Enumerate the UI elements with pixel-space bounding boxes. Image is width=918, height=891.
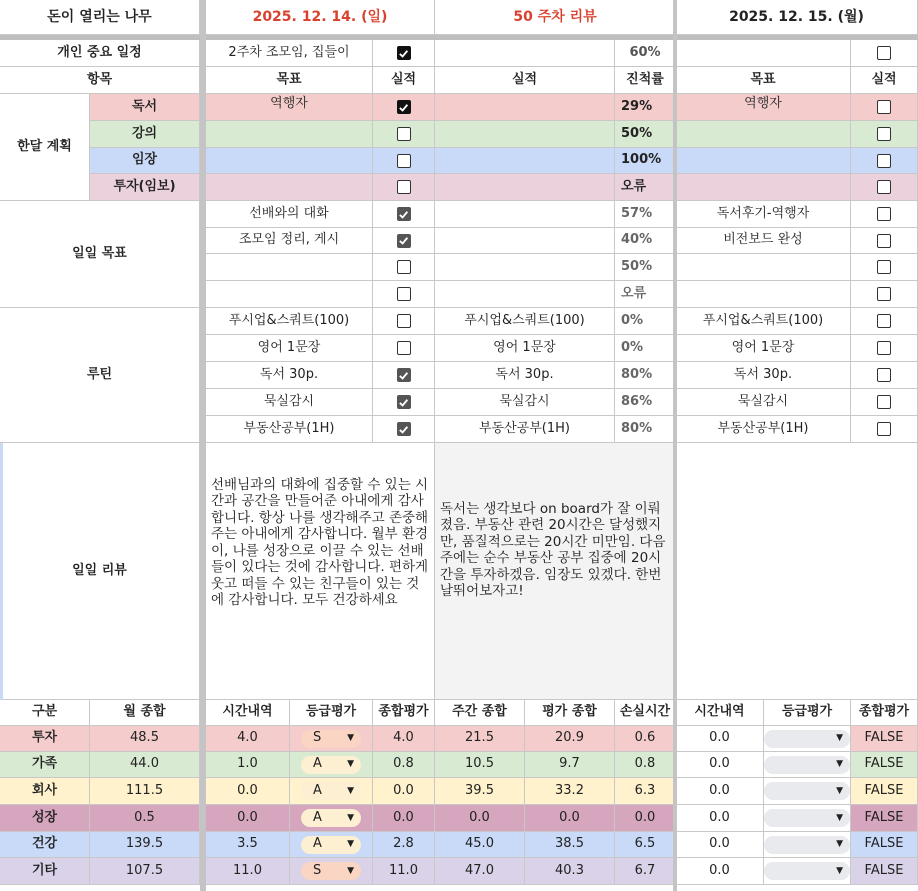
checkbox-unchecked[interactable] [877, 314, 891, 328]
daily-goal-right[interactable] [676, 254, 851, 281]
check-icon [398, 102, 409, 113]
checkbox-checked[interactable] [397, 207, 411, 221]
date-right[interactable]: 2025. 12. 15. (월) [676, 0, 918, 35]
important-result[interactable] [435, 40, 615, 67]
dropdown-arrow-icon: ▼ [836, 759, 843, 770]
checkbox-unchecked[interactable] [877, 341, 891, 355]
summary-grade-left[interactable] [290, 778, 373, 805]
daily-result[interactable] [435, 228, 615, 254]
grade-value: A [313, 836, 322, 852]
summary-monthly: 107.5 [90, 858, 200, 885]
summary-lost-time: 6.7 [615, 858, 676, 885]
summary-header-weekly_total: 주간 종합 [435, 700, 525, 726]
checkbox-unchecked[interactable] [877, 100, 891, 114]
daily-progress: 40% [615, 228, 676, 254]
routine-goal-left[interactable]: 부동산공부(1H) [206, 416, 373, 443]
summary-weekly: 47.0 [435, 858, 525, 885]
summary-grade-left[interactable] [290, 858, 373, 885]
summary-grade-right[interactable] [764, 858, 851, 885]
grade-dropdown[interactable] [764, 730, 850, 748]
summary-grade-left[interactable] [290, 805, 373, 832]
summary-monthly: 44.0 [90, 752, 200, 778]
routine-check-left[interactable] [373, 308, 435, 335]
monthly-progress: 50% [615, 121, 676, 148]
daily-check-right[interactable] [851, 254, 918, 281]
summary-time-right[interactable]: 0.0 [676, 832, 764, 858]
summary-time-right[interactable]: 0.0 [676, 858, 764, 885]
routine-progress: 86% [615, 389, 676, 416]
checkbox-unchecked[interactable] [877, 234, 891, 248]
monthly-goal-right[interactable] [676, 174, 851, 201]
summary-header-eval_total: 평가 종합 [525, 700, 615, 726]
row-accent [0, 443, 3, 700]
column-header-result_m: 실적 [435, 67, 615, 94]
check-icon [398, 235, 409, 246]
summary-time-left[interactable]: 0.0 [206, 778, 290, 805]
summary-header-category: 구분 [0, 700, 90, 726]
grade-dropdown[interactable] [301, 756, 361, 774]
daily-check-right[interactable] [851, 201, 918, 228]
routine-check-left[interactable] [373, 362, 435, 389]
summary-eval: 0.0 [525, 805, 615, 832]
summary-monthly: 48.5 [90, 726, 200, 752]
dropdown-arrow-icon: ▼ [347, 812, 354, 823]
grade-dropdown[interactable] [301, 836, 361, 854]
routine-result[interactable]: 묵실감시 [435, 389, 615, 416]
check-icon [398, 370, 409, 381]
column-divider [673, 0, 677, 891]
summary-header-lost_time: 손실시간 [615, 700, 676, 726]
checkbox-unchecked[interactable] [877, 46, 891, 60]
summary-overall-left[interactable]: 2.8 [373, 832, 435, 858]
daily-review-label: 일일 리뷰 [0, 443, 200, 700]
summary-grade-right[interactable] [764, 778, 851, 805]
routine-progress: 0% [615, 335, 676, 362]
summary-grade-left[interactable] [290, 832, 373, 858]
check-icon [398, 397, 409, 408]
routine-check-right[interactable] [851, 335, 918, 362]
daily-progress: 57% [615, 201, 676, 228]
monthly-result[interactable] [435, 174, 615, 201]
routine-result[interactable]: 독서 30p. [435, 362, 615, 389]
dropdown-arrow-icon: ▼ [347, 785, 354, 796]
daily-result[interactable] [435, 254, 615, 281]
summary-overall-left[interactable]: 0.8 [373, 752, 435, 778]
summary-time-left[interactable]: 4.0 [206, 726, 290, 752]
summary-header-time_r: 시간내역 [676, 700, 764, 726]
column-header-done_r: 실적 [851, 67, 918, 94]
check-icon [398, 209, 409, 220]
summary-lost-time: 6.5 [615, 832, 676, 858]
summary-lost-time: 0.8 [615, 752, 676, 778]
dropdown-arrow-icon: ▼ [836, 785, 843, 796]
routine-goal-right[interactable]: 묵실감시 [676, 389, 851, 416]
monthly-goal-right[interactable]: 역행자 [676, 94, 851, 121]
routine-goal-left[interactable]: 푸시업&스쿼트(100) [206, 308, 373, 335]
checkbox-unchecked[interactable] [397, 154, 411, 168]
monthly-goal-left[interactable] [206, 148, 373, 174]
summary-weekly: 21.5 [435, 726, 525, 752]
routine-goal-left[interactable]: 영어 1문장 [206, 335, 373, 362]
summary-overall-right[interactable]: FALSE [851, 832, 918, 858]
summary-monthly: 139.5 [90, 832, 200, 858]
routine-label: 루틴 [0, 308, 200, 443]
monthly-check-right[interactable] [851, 121, 918, 148]
date-left[interactable]: 2025. 12. 14. (일) [206, 0, 435, 35]
monthly-result[interactable] [435, 148, 615, 174]
checkbox-checked[interactable] [397, 100, 411, 114]
monthly-check-right[interactable] [851, 148, 918, 174]
column-header-done_l: 실적 [373, 67, 435, 94]
column-header-item: 항목 [0, 67, 200, 94]
summary-time-right[interactable]: 0.0 [676, 726, 764, 752]
summary-weekly: 0.0 [435, 805, 525, 832]
summary-lost-time: 6.3 [615, 778, 676, 805]
daily-goal-left[interactable]: 선배와의 대화 [206, 201, 373, 228]
monthly-check-left[interactable] [373, 148, 435, 174]
grade-dropdown[interactable] [764, 836, 850, 854]
daily-check-left[interactable] [373, 254, 435, 281]
dropdown-arrow-icon: ▼ [347, 865, 354, 876]
monthly-result[interactable] [435, 94, 615, 121]
important-label: 개인 중요 일정 [0, 40, 200, 67]
review-mid-text[interactable]: 독서는 생각보다 on board가 잘 이뤄졌음. 부동산 관련 20시간은 달성했지만, 품질적으로는 20시간 미만임. 다음주에는 순수 부동산 공부 집중에 20시간을 투자하겠음. 임장도 있겠다. 한번 날뛰어보자고! [435, 443, 676, 700]
summary-eval: 33.2 [525, 778, 615, 805]
checkbox-unchecked[interactable] [397, 287, 411, 301]
important-goal-right[interactable] [676, 40, 851, 67]
summary-category: 건강 [0, 832, 90, 858]
summary-overall-left[interactable]: 4.0 [373, 726, 435, 752]
summary-category: 기타 [0, 858, 90, 885]
summary-weekly: 45.0 [435, 832, 525, 858]
grade-value: S [313, 862, 322, 878]
routine-check-right[interactable] [851, 416, 918, 443]
routine-check-left[interactable] [373, 416, 435, 443]
daily-goals-label: 일일 목표 [0, 201, 200, 308]
summary-category: 가족 [0, 752, 90, 778]
dropdown-arrow-icon: ▼ [836, 812, 843, 823]
routine-check-right[interactable] [851, 362, 918, 389]
summary-header-monthly_total: 월 종합 [90, 700, 200, 726]
check-icon [398, 424, 409, 435]
daily-check-right[interactable] [851, 228, 918, 254]
daily-result[interactable] [435, 201, 615, 228]
column-divider [200, 0, 206, 891]
routine-check-right[interactable] [851, 308, 918, 335]
summary-time-left[interactable]: 1.0 [206, 752, 290, 778]
checkbox-checked[interactable] [397, 422, 411, 436]
checkbox-unchecked[interactable] [877, 395, 891, 409]
summary-overall-left[interactable]: 0.0 [373, 805, 435, 832]
dropdown-arrow-icon: ▼ [347, 759, 354, 770]
checkbox-unchecked[interactable] [877, 368, 891, 382]
grade-dropdown[interactable] [764, 756, 850, 774]
summary-weekly: 10.5 [435, 752, 525, 778]
monthly-check-left[interactable] [373, 121, 435, 148]
daily-goal-left[interactable] [206, 254, 373, 281]
summary-overall-left[interactable]: 0.0 [373, 778, 435, 805]
review-week[interactable]: 50 주차 리뷰 [435, 0, 676, 35]
grade-value: A [313, 809, 322, 825]
monthly-progress: 오류 [615, 174, 676, 201]
daily-progress: 50% [615, 254, 676, 281]
dropdown-arrow-icon: ▼ [836, 839, 843, 850]
summary-header-grade_r: 등급평가 [764, 700, 851, 726]
summary-grade-right[interactable] [764, 805, 851, 832]
checkbox-unchecked[interactable] [877, 180, 891, 194]
summary-time-right[interactable]: 0.0 [676, 778, 764, 805]
summary-time-right[interactable]: 0.0 [676, 752, 764, 778]
summary-header-grade_l: 등급평가 [290, 700, 373, 726]
checkbox-unchecked[interactable] [877, 287, 891, 301]
summary-overall-right[interactable]: FALSE [851, 858, 918, 885]
monthly-goal-left[interactable]: 역행자 [206, 94, 373, 121]
routine-progress: 0% [615, 308, 676, 335]
routine-result[interactable]: 영어 1문장 [435, 335, 615, 362]
checkbox-unchecked[interactable] [397, 341, 411, 355]
grade-dropdown[interactable] [301, 730, 361, 748]
monthly-item-name: 독서 [90, 94, 200, 121]
daily-goal-left[interactable] [206, 281, 373, 308]
routine-goal-right[interactable]: 독서 30p. [676, 362, 851, 389]
checkbox-checked[interactable] [397, 395, 411, 409]
summary-grade-left[interactable] [290, 752, 373, 778]
checkbox-unchecked[interactable] [877, 207, 891, 221]
summary-time-left[interactable]: 0.0 [206, 805, 290, 832]
summary-eval: 9.7 [525, 752, 615, 778]
routine-goal-left[interactable]: 독서 30p. [206, 362, 373, 389]
grade-dropdown[interactable] [301, 862, 361, 880]
routine-result[interactable]: 부동산공부(1H) [435, 416, 615, 443]
grade-dropdown[interactable] [764, 809, 850, 827]
monthly-item-name: 투자(임보) [90, 174, 200, 201]
monthly-item-name: 강의 [90, 121, 200, 148]
grade-value: A [313, 756, 322, 772]
monthly-item-name: 임장 [90, 148, 200, 174]
routine-progress: 80% [615, 362, 676, 389]
summary-overall-right[interactable]: FALSE [851, 805, 918, 832]
checkbox-checked[interactable] [397, 234, 411, 248]
grade-dropdown[interactable] [301, 782, 361, 800]
important-goal-left[interactable]: 2주차 조모임, 집들이 [206, 40, 373, 67]
checkbox-unchecked[interactable] [397, 260, 411, 274]
important-check-left[interactable] [373, 40, 435, 67]
monthly-goal-left[interactable] [206, 121, 373, 148]
grade-dropdown[interactable] [764, 862, 850, 880]
routine-goal-right[interactable]: 부동산공부(1H) [676, 416, 851, 443]
routine-check-right[interactable] [851, 389, 918, 416]
monthly-goal-right[interactable] [676, 121, 851, 148]
daily-goal-right[interactable]: 비전보드 완성 [676, 228, 851, 254]
summary-time-right[interactable]: 0.0 [676, 805, 764, 832]
routine-goal-right[interactable]: 영어 1문장 [676, 335, 851, 362]
summary-category: 투자 [0, 726, 90, 752]
monthly-check-right[interactable] [851, 94, 918, 121]
dropdown-arrow-icon: ▼ [836, 865, 843, 876]
summary-monthly: 0.5 [90, 805, 200, 832]
daily-check-right[interactable] [851, 281, 918, 308]
monthly-progress: 29% [615, 94, 676, 121]
dropdown-arrow-icon: ▼ [347, 733, 354, 744]
monthly-progress: 100% [615, 148, 676, 174]
column-header-goal_l: 목표 [206, 67, 373, 94]
summary-monthly: 111.5 [90, 778, 200, 805]
summary-lost-time: 0.0 [615, 805, 676, 832]
summary-lost-time: 0.6 [615, 726, 676, 752]
routine-goal-right[interactable]: 푸시업&스쿼트(100) [676, 308, 851, 335]
summary-grade-right[interactable] [764, 726, 851, 752]
daily-check-left[interactable] [373, 201, 435, 228]
column-header-progress: 진척률 [615, 67, 676, 94]
daily-goal-right[interactable] [676, 281, 851, 308]
monthly-check-right[interactable] [851, 174, 918, 201]
daily-result[interactable] [435, 281, 615, 308]
checkbox-unchecked[interactable] [877, 154, 891, 168]
routine-goal-left[interactable]: 묵실감시 [206, 389, 373, 416]
monthly-goal-left[interactable] [206, 174, 373, 201]
checkbox-unchecked[interactable] [397, 127, 411, 141]
checkbox-checked[interactable] [397, 46, 411, 60]
grade-value: S [313, 730, 322, 746]
grade-dropdown[interactable] [301, 809, 361, 827]
important-progress: 60% [615, 40, 676, 67]
check-icon [398, 48, 409, 59]
dropdown-arrow-icon: ▼ [836, 733, 843, 744]
summary-overall-right[interactable]: FALSE [851, 752, 918, 778]
review-left-text[interactable]: 선배님과의 대화에 집중할 수 있는 시간과 공간을 만들어준 아내에게 감사합니다. 항상 나를 생각해주고 존중해주는 아내에게 감사합니다. 월부 환경이, 나를 성장으로 이끌 수 있는 선배들이 있다는 것에 감사합니다. 편하게 웃고 떠들 수 있는 친구들이 있는 것에 감사합니다. 모두 건강하세요 [206, 443, 435, 700]
routine-progress: 80% [615, 416, 676, 443]
summary-eval: 20.9 [525, 726, 615, 752]
checkbox-unchecked[interactable] [877, 260, 891, 274]
summary-overall-right[interactable]: FALSE [851, 726, 918, 752]
grade-dropdown[interactable] [764, 782, 850, 800]
daily-goal-right[interactable]: 독서후기-역행자 [676, 201, 851, 228]
summary-header-time_l: 시간내역 [206, 700, 290, 726]
dropdown-arrow-icon: ▼ [347, 839, 354, 850]
summary-header-overall_r: 종합평가 [851, 700, 918, 726]
summary-grade-right[interactable] [764, 832, 851, 858]
review-right-text[interactable] [676, 443, 918, 700]
routine-check-left[interactable] [373, 389, 435, 416]
summary-time-left[interactable]: 3.5 [206, 832, 290, 858]
sheet-title: 돈이 열리는 나무 [0, 0, 200, 35]
summary-category: 회사 [0, 778, 90, 805]
grade-value: A [313, 782, 322, 798]
daily-check-left[interactable] [373, 281, 435, 308]
monthly-result[interactable] [435, 121, 615, 148]
monthly-plan-label: 한달 계획 [0, 94, 90, 201]
summary-weekly: 39.5 [435, 778, 525, 805]
summary-eval: 38.5 [525, 832, 615, 858]
column-header-goal_r: 목표 [676, 67, 851, 94]
checkbox-unchecked[interactable] [397, 314, 411, 328]
daily-goal-left[interactable]: 조모임 정리, 게시 [206, 228, 373, 254]
summary-category: 성장 [0, 805, 90, 832]
daily-check-left[interactable] [373, 228, 435, 254]
summary-grade-left[interactable] [290, 726, 373, 752]
monthly-goal-right[interactable] [676, 148, 851, 174]
summary-overall-left[interactable]: 11.0 [373, 858, 435, 885]
checkbox-unchecked[interactable] [877, 422, 891, 436]
summary-grade-right[interactable] [764, 752, 851, 778]
daily-progress: 오류 [615, 281, 676, 308]
summary-header-overall_l: 종합평가 [373, 700, 435, 726]
checkbox-checked[interactable] [397, 368, 411, 382]
checkbox-unchecked[interactable] [877, 127, 891, 141]
routine-check-left[interactable] [373, 335, 435, 362]
routine-result[interactable]: 푸시업&스쿼트(100) [435, 308, 615, 335]
summary-time-left[interactable]: 11.0 [206, 858, 290, 885]
important-check-right[interactable] [851, 40, 918, 67]
summary-eval: 40.3 [525, 858, 615, 885]
monthly-check-left[interactable] [373, 94, 435, 121]
checkbox-unchecked[interactable] [397, 180, 411, 194]
monthly-check-left[interactable] [373, 174, 435, 201]
summary-overall-right[interactable]: FALSE [851, 778, 918, 805]
